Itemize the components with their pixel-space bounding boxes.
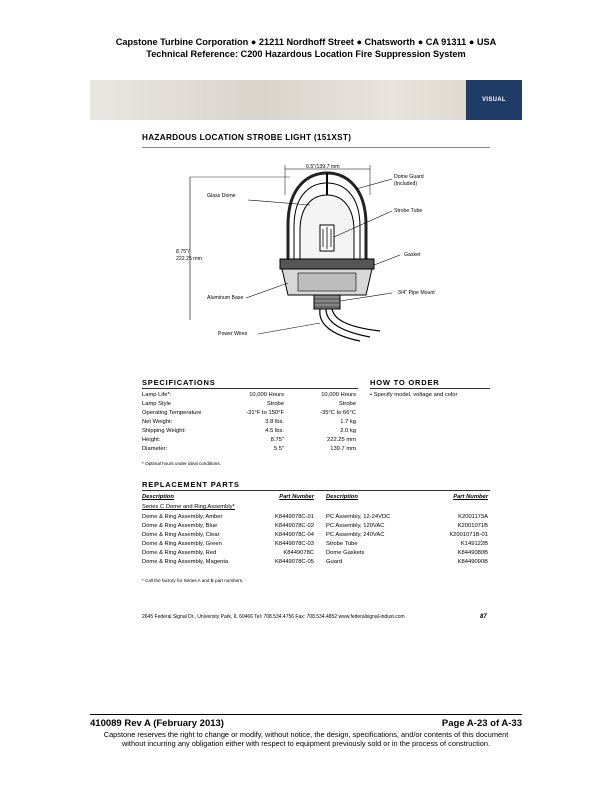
label-strobe-tube: Strobe Tube bbox=[394, 208, 423, 214]
section-banner bbox=[90, 80, 522, 120]
part-description: PC Assembly, 12-24VDC bbox=[326, 514, 391, 520]
spec-imperial: Strobe bbox=[266, 401, 284, 407]
label-height: 8.75"/ bbox=[176, 249, 190, 255]
label-power-wires: Power Wires bbox=[218, 331, 248, 337]
spec-name: Height: bbox=[142, 437, 161, 443]
part-description: PC Assembly, 240VAC bbox=[326, 532, 385, 538]
spec-name: Operating Temperature bbox=[142, 410, 202, 416]
label-height-mm: 222.25 mm bbox=[176, 256, 202, 262]
spec-metric: -35°C to 66°C bbox=[320, 410, 356, 416]
spec-name: Lamp Style bbox=[142, 401, 171, 407]
part-description: Strobe Tube bbox=[326, 541, 358, 547]
footer-divider bbox=[90, 714, 522, 715]
spec-imperial: -31°F to 150°F bbox=[246, 410, 284, 416]
label-dome-guard-included: (Included) bbox=[394, 181, 418, 187]
divider bbox=[142, 147, 490, 148]
spec-metric: 1.7 kg bbox=[340, 419, 356, 425]
divider bbox=[370, 388, 490, 389]
source-page-number: 87 bbox=[480, 614, 487, 620]
part-number: K2001071B-01 bbox=[449, 532, 488, 538]
parts-note: * Call the factory for Series A and B part numbers. bbox=[142, 578, 244, 583]
parts-subhead: Series C Dome and Ring Assembly* bbox=[142, 504, 235, 510]
col-part-number: Part Number bbox=[279, 494, 314, 500]
divider bbox=[142, 490, 490, 491]
label-width: 6.5"/139.7 mm bbox=[306, 164, 340, 170]
spec-metric: 222.25 mm bbox=[327, 437, 356, 443]
specifications-title: SPECIFICATIONS bbox=[142, 378, 216, 387]
document-header bbox=[0, 36, 612, 60]
spec-metric: 2.0 kg bbox=[340, 428, 356, 434]
col-description: Description bbox=[326, 494, 358, 500]
part-number: K8449078C-03 bbox=[275, 541, 314, 547]
part-number: K149122B bbox=[460, 541, 488, 547]
part-number: K8449078C-02 bbox=[275, 523, 314, 529]
spec-metric: Strobe bbox=[338, 401, 356, 407]
part-description: PC Assembly, 120VAC bbox=[326, 523, 385, 529]
part-description: Dome & Ring Assembly, Green bbox=[142, 541, 222, 547]
part-description: Dome & Ring Assembly, Red bbox=[142, 550, 217, 556]
spec-name: Diameter: bbox=[142, 446, 168, 452]
part-number: K8449080B bbox=[457, 550, 488, 556]
part-description: Guard bbox=[326, 559, 343, 565]
part-description: Dome Gaskets bbox=[326, 550, 365, 556]
replacement-parts-title: REPLACEMENT PARTS bbox=[142, 480, 240, 489]
part-number: K2001071B bbox=[457, 523, 488, 529]
spec-imperial: 5.5" bbox=[273, 446, 284, 452]
part-number: K8449078C-05 bbox=[275, 559, 314, 565]
how-to-order-title: HOW TO ORDER bbox=[370, 378, 440, 387]
label-pipe-mount: 3/4" Pipe Mount bbox=[398, 290, 435, 296]
spec-name: Net Weight: bbox=[142, 419, 173, 425]
spec-metric: 139.7 mm bbox=[330, 446, 356, 452]
spec-imperial: 3.8 lbs. bbox=[265, 419, 284, 425]
part-description: Dome & Ring Assembly, Magenta bbox=[142, 559, 229, 565]
label-dome-guard: Dome Guard bbox=[394, 174, 424, 180]
how-to-order-item: • Specify model, voltage and color bbox=[370, 392, 458, 398]
col-description: Description bbox=[142, 494, 174, 500]
part-number: K8449078C-01 bbox=[275, 514, 314, 520]
label-glass-dome: Glass Dome bbox=[207, 193, 236, 199]
revision-label: 410089 Rev A (February 2013) bbox=[90, 718, 224, 729]
col-part-number: Part Number bbox=[453, 494, 488, 500]
header-address: Capstone Turbine Corporation ● 21211 Nordhoff Street ● Chatsworth ● CA 91311 ● USA bbox=[115, 37, 497, 47]
page-number: Page A-23 of A-33 bbox=[441, 718, 522, 729]
label-gasket: Gasket bbox=[404, 252, 421, 258]
spec-name: Lamp Life*: bbox=[142, 392, 172, 398]
part-number: K8449090B bbox=[457, 559, 488, 565]
specifications-note: * Optimal hours under ideal conditions. bbox=[142, 461, 221, 466]
spec-imperial: 4.5 lbs. bbox=[265, 428, 284, 434]
banner-tag: VISUAL bbox=[466, 80, 522, 120]
label-aluminum-base: Aluminum Base bbox=[207, 295, 244, 301]
spec-imperial: 8.75" bbox=[270, 437, 284, 443]
divider bbox=[142, 388, 358, 389]
part-description: Dome & Ring Assembly, Amber bbox=[142, 514, 223, 520]
part-number: K8449078C-04 bbox=[275, 532, 314, 538]
figure-title: HAZARDOUS LOCATION STROBE LIGHT (151XST) bbox=[142, 133, 352, 142]
spec-metric: 10,000 Hours bbox=[321, 392, 356, 398]
disclaimer: Capstone reserves the right to change or modify, without notice, the design, specifications, and/or contents of this document without incurring any obligation either with respect to equipment previously sold or in the process of construction. bbox=[103, 730, 509, 749]
part-description: Dome & Ring Assembly, Blue bbox=[142, 523, 218, 529]
part-description: Dome & Ring Assembly, Clear bbox=[142, 532, 220, 538]
part-number: K8449078C bbox=[283, 550, 314, 556]
spec-imperial: 10,000 Hours bbox=[249, 392, 284, 398]
header-title: Technical Reference: C200 Hazardous Location Fire Suppression System bbox=[146, 49, 466, 59]
manufacturer-address: 2645 Federal Signal Dr., University Park, IL 60466 Tel: 708.534.4756 Fax: 708.534.4852 www.federalsignal-indust.com bbox=[142, 614, 405, 620]
spec-name: Shipping Weight: bbox=[142, 428, 186, 434]
part-number: K2001173A bbox=[458, 514, 488, 520]
